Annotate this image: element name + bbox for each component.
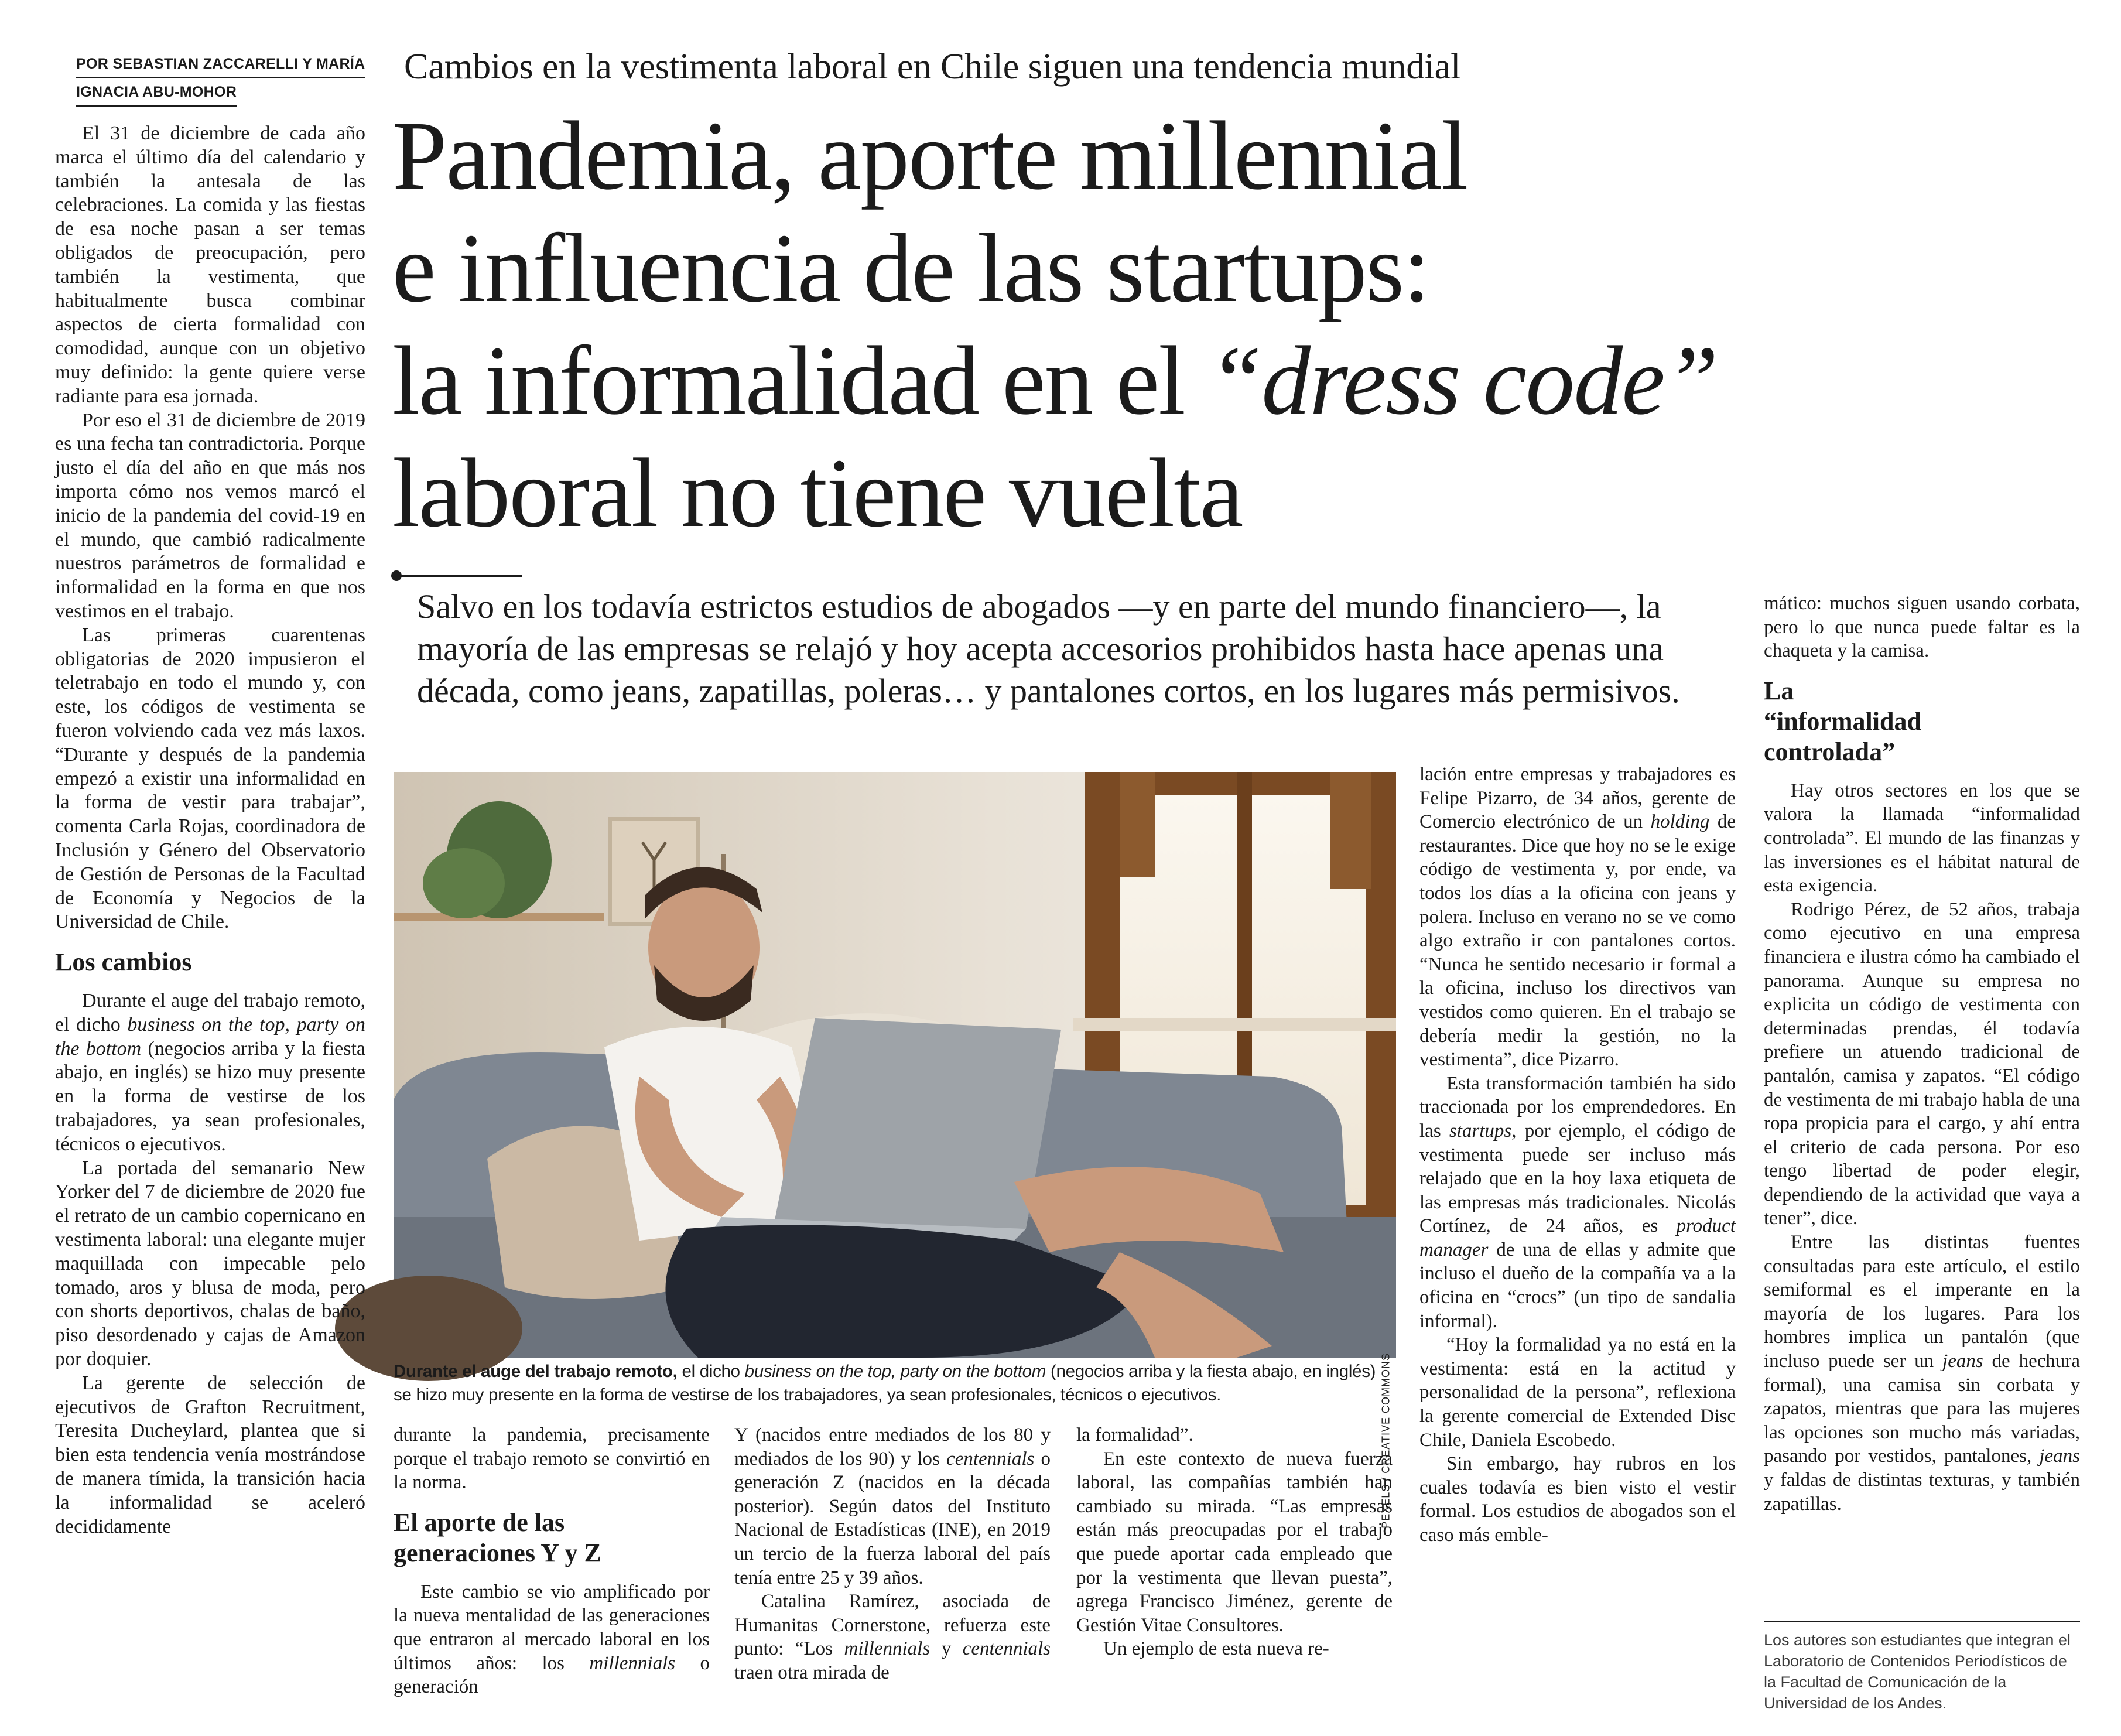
byline-line1: POR SEBASTIAN ZACCARELLI Y MARÍA: [76, 50, 365, 78]
col6-p4-italic-2: jeans: [2039, 1445, 2080, 1467]
col6-p4-end: y faldas de distintas texturas, y también zapatillas.: [1764, 1470, 2080, 1515]
col5-paragraph-4: Sin embargo, hay rubros en los cuales todavía es bien visto el vestir formal. Los estudios de abogados son el caso más emble-: [1419, 1453, 1736, 1546]
headline-line4: laboral no tiene vuelta: [392, 439, 1243, 548]
photo-illustration: [394, 772, 1396, 1358]
col2-p2-end: o generación: [394, 1652, 710, 1698]
col3-p2-end: traen otra mirada de: [734, 1662, 890, 1683]
col1-paragraph-6: La gerente de selección de ejecutivos de Grafton Recruitment, Teresita Ducheylard, plantea que si bien esta tendencia venía mostrándose de manera tímida, la transición hacia la informalidad se aceleró decididamente: [55, 1372, 365, 1537]
col5-p1-italic: holding: [1650, 811, 1710, 833]
col3-p1-end: o generación Z (nacidos en la década posterior). Según datos del Instituto Nacional de Estadísticas (INE), en 2019 un tercio de la fuerza laboral del país tenía entre 25 y 39 años.: [734, 1448, 1051, 1588]
headline-dress-code: “dress code”: [1207, 326, 1718, 435]
caption-lead: Durante el auge del trabajo remoto,: [394, 1362, 678, 1381]
headline-line3-text: la informalidad en el: [392, 326, 1208, 435]
col5-p2-mid: , por ejemplo, el código de vestimenta puede ser incluso más relajado que en la hoy laxa etiqueta de las empresas más tradicionales. Nicolás Cortínez, de 24 años, es: [1419, 1120, 1736, 1237]
column-4: [1076, 1423, 1393, 1661]
col5-p2-end: de una de ellas y admite que incluso el dueño de la compañía va a la oficina en “crocs” (un tipo de sandalia informal).: [1419, 1239, 1736, 1332]
col6-paragraph-3: Rodrigo Pérez, de 52 años, trabaja como ejecutivo en una empresa financiera e ilustra cómo ha cambiado el panorama. Aunque su empresa no explicita un código de vestimenta con determinadas prendas, él todavía prefiere un atuendo tradicional de pantalón, camisa y zapatos. “El código de vestimenta de mi trabajo habla de una ropa propicia para el cargo, y ahí entra el criterio de cada persona. Por eso tengo libertad de poder elegir, dependiendo de la actividad que vaya a tener”, dice.: [1764, 898, 2080, 1229]
col5-p1-start: lación entre empresas y trabajadores es Felipe Pizarro, de 34 años, gerente de Comercio electrónico de un: [1419, 764, 1736, 833]
caption-text-1: el dicho: [677, 1362, 745, 1381]
col2-p2-start: Este cambio se vio amplificado por la nueva mentalidad de las generaciones que entraron al mercado laboral en los últimos años: los: [394, 1581, 710, 1674]
column-5: [1419, 763, 1736, 1547]
col1-paragraph-5: La portada del semanario New Yorker del 7 de diciembre de 2020 fue el retrato de un cambio copernicano en vestimenta laboral: una elegante mujer maquillada con impecable pelo tomado, aros y blusa de moda, pero con shorts deportivos, chalas de baño, piso desordenado y cajas de Amazon por doquier.: [55, 1157, 365, 1371]
caption-italic: business on the top, party on the bottom: [744, 1362, 1046, 1381]
col2-paragraph-2: [394, 1580, 710, 1699]
col2-paragraph-1: durante la pandemia, precisamente porque el trabajo remoto se convirtió en la norma.: [394, 1424, 710, 1494]
col3-paragraph-1: [734, 1423, 1051, 1590]
column-6: [1764, 592, 2080, 1516]
col5-p2-italic-2: product manager: [1419, 1215, 1736, 1260]
headline-line3: [392, 324, 1798, 437]
col3-p2-start: Catalina Ramírez, asociada de Humanitas Cornerstone, refuerza este punto: “Los: [734, 1591, 1051, 1660]
col2-subhead: El aporte de las generaciones Y y Z: [394, 1508, 601, 1567]
col1-paragraph-3: Las primeras cuarentenas obligatorias de 2020 impusieron el teletrabajo en todo el mundo y, con este, los códigos de vestimenta se fueron volviendo cada vez más laxos. “Durante y después de la pandemia empezó a existir una informalidad en la forma de vestir para trabajar”, comenta Carla Rojas, coordinadora de Inclusión y Género del Observatorio de Gestión de Personas de la Facultad de Economía y Negocios de la Universidad de Chile.: [55, 624, 365, 933]
deck-rule: [394, 575, 522, 577]
byline-line2: IGNACIA ABU-MOHOR: [76, 78, 237, 107]
col6-paragraph-4: [1764, 1231, 2080, 1516]
author-note-rule: [1764, 1621, 2080, 1622]
kicker: Cambios en la vestimenta laboral en Chile siguen una tendencia mundial: [404, 47, 1461, 87]
col6-subhead: La “informalidad controlada”: [1764, 676, 1921, 766]
headline: [392, 100, 1798, 549]
col3-paragraph-2: [734, 1590, 1051, 1684]
headline-line1: Pandemia, aporte millennial: [392, 101, 1467, 210]
col6-p4-start: Entre las distintas fuentes consultadas para este artículo, el estilo semiformal es el imperante en la mayoría de los lugares. Para los hombres implica un pantalón (que incluso puede ser un: [1764, 1232, 2080, 1372]
photo-credit: PEXELS / CREATIVE COMMONS: [1380, 1353, 1392, 1529]
col3-p2-mid: y: [930, 1638, 963, 1660]
deck: Salvo en los todavía estrictos estudios de abogados —y en parte del mundo financiero—, la mayoría de las empresas se relajó y hoy acepta accesorios prohibidos hasta hace apenas una década, como jeans, zapatillas, poleras… y pantalones cortos, en los lugares más permisivos.: [417, 587, 1680, 710]
col1-p4-start: Durante el auge del trabajo remoto, el dicho: [55, 990, 365, 1036]
col1-p4-italic: business on the top, party on the bottom: [55, 1013, 365, 1060]
col6-p4-italic-1: jeans: [1942, 1351, 1983, 1372]
col6-p4-mid: de hechura formal), una camisa sin corbata y zapatos, mientras que para las mujeres las opciones son mucho más variadas, pasando por vestidos, pantalones,: [1764, 1351, 2080, 1467]
column-3: [734, 1423, 1051, 1685]
col3-p1-start: Y (nacidos entre mediados de los 80 y mediados de los 90) y los: [734, 1424, 1051, 1470]
col5-paragraph-1: [1419, 763, 1736, 1072]
deck-rule-dot: [391, 570, 402, 581]
author-note: Los autores son estudiantes que integran el Laboratorio de Contenidos Periodísticos de la Facultad de Comunicación de la Universidad de los Andes.: [1764, 1631, 2071, 1712]
col1-paragraph-4: [55, 989, 365, 1157]
headline-line2: e influencia de las startups:: [392, 214, 1429, 323]
col5-paragraph-2: [1419, 1072, 1736, 1334]
col5-paragraph-3: “Hoy la formalidad ya no está en la vestimenta: está en la actitud y personalidad de la persona”, reflexiona la gerente comercial de Extended Disc Chile, Daniela Escobedo.: [1419, 1334, 1736, 1451]
photo-caption: [394, 1360, 1396, 1407]
byline: [76, 50, 369, 107]
column-1: [55, 122, 365, 1539]
col6-paragraph-1: mático: muchos siguen usando corbata, pero lo que nunca puede faltar es la chaqueta y la camisa.: [1764, 593, 2080, 662]
col1-paragraph-2: Por eso el 31 de diciembre de 2019 es una fecha tan contradictoria. Porque justo el día del año en que más nos importa cómo nos vemos marcó el inicio de la pandemia del covid-19 en el mundo, que cambió radicalmente nuestros parámetros de formalidad e informalidad en la forma en que nos vestimos en el trabajo.: [55, 409, 365, 622]
col1-paragraph-1: El 31 de diciembre de cada año marca el último día del calendario y también la antesala de las celebraciones. La comida y las fiestas de esa noche pasan a ser temas obligados de preocupación, pero también la vestimenta, que habitualmente busca combinar aspectos de cierta formalidad con comodidad, aunque con un objetivo muy definido: la gente quiere verse radiante para esa jornada.: [55, 122, 365, 407]
col5-p1-end: de restaurantes. Dice que hoy no se le exige código de vestimenta y, por ende, va todos los días a la oficina con jeans y polera. Incluso en verano no se ve como algo extraño ir con pantalones cortos. “Nunca he sentido necesario ir formal a la oficina, incluso los directivos van vestidos como quieren. En el trabajo se debería medir la gestión, no la vestimenta”, dice Pizarro.: [1419, 811, 1736, 1071]
col5-p2-start: Esta transformación también ha sido traccionada por los emprendedores. En las: [1419, 1072, 1736, 1142]
col3-p2-italic-1: millennials: [844, 1638, 930, 1660]
col1-subhead: Los cambios: [55, 948, 192, 977]
col4-paragraph-1: la formalidad”.: [1076, 1424, 1193, 1445]
col6-paragraph-2: Hay otros sectores en los que se valora la llamada “informalidad controlada”. El mundo de las finanzas y las inversiones es el hábitat natural de esta exigencia.: [1764, 780, 2080, 897]
col4-paragraph-3: Un ejemplo de esta nueva re-: [1103, 1638, 1329, 1660]
caption-text-2: (negocios arriba y la fiesta abajo, en inglés) se hizo muy presente en la forma de vestirse de los trabajadores, ya sean profesionales, técnicos o ejecutivos.: [394, 1362, 1376, 1404]
col3-p1-italic: centennials: [946, 1448, 1035, 1470]
col2-p2-italic: millennials: [589, 1652, 676, 1674]
col3-p2-italic-2: centennials: [962, 1638, 1051, 1660]
col1-p4-end: (negocios arriba y la fiesta abajo, en inglés) se hizo muy presente en la forma de vestirse de los trabajadores, ya sean profesionales, técnicos o ejecutivos.: [55, 1037, 365, 1155]
col4-paragraph-2: En este contexto de nueva fuerza laboral, las compañías también han cambiado su mirada. “Las empresas están más preocupadas por el trabajo que puede aportar cada empleado que por la vestimenta que llevan puesta”, agrega Francisco Jiménez, gerente de Gestión Vitae Consultores.: [1076, 1448, 1393, 1636]
col5-p2-italic-1: startups: [1449, 1120, 1512, 1142]
column-2: [394, 1423, 710, 1699]
